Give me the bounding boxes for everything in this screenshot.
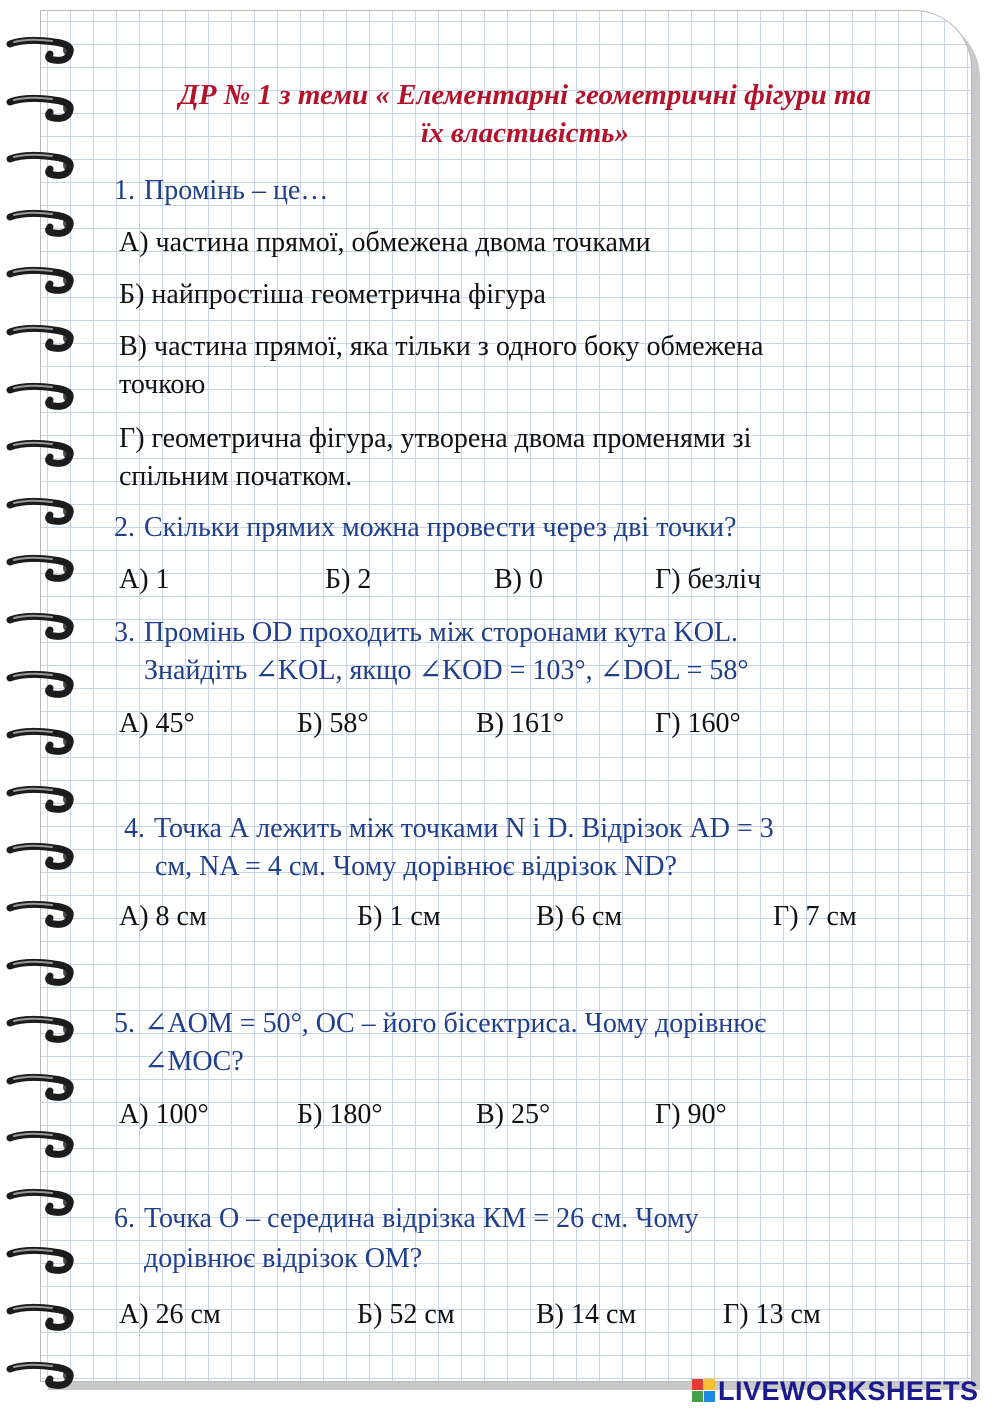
notebook-page: [40, 10, 972, 1382]
q2-option-a[interactable]: А) 1: [119, 564, 170, 595]
title-line-1: ДР № 1 з теми « Елементарні геометричні фігури та: [178, 79, 872, 111]
spiral-ring: [6, 318, 78, 358]
question-number: 2.: [114, 512, 135, 543]
logo-text: LIVEWORKSHEETS: [718, 1375, 979, 1406]
spiral-ring: [6, 1240, 78, 1280]
question-number: 3.: [114, 617, 135, 648]
q6-option-b[interactable]: Б) 52 см: [357, 1299, 455, 1330]
q5-option-c[interactable]: В) 25°: [476, 1099, 551, 1130]
question-number: 5.: [114, 1008, 135, 1039]
spiral-ring: [6, 836, 78, 876]
spiral-ring: [6, 376, 78, 416]
q5-option-a[interactable]: А) 100°: [119, 1099, 209, 1130]
spiral-ring: [6, 721, 78, 761]
q1-option-a[interactable]: А) частина прямої, обмежена двома точками: [119, 227, 651, 258]
spiral-ring: [6, 779, 78, 819]
spiral-ring: [6, 1355, 78, 1395]
q1-option-b[interactable]: Б) найпростіша геометрична фігура: [119, 279, 546, 310]
q6-option-a[interactable]: А) 26 см: [119, 1299, 221, 1330]
q6-option-c[interactable]: В) 14 см: [536, 1299, 637, 1330]
q3-option-d[interactable]: Г) 160°: [655, 708, 741, 739]
q5-option-b[interactable]: Б) 180°: [297, 1099, 383, 1130]
q2-option-d[interactable]: Г) безліч: [655, 564, 762, 595]
spiral-ring: [6, 1182, 78, 1222]
q1-option-c[interactable]: В) частина прямої, яка тільки з одного боку обмежена: [119, 331, 764, 362]
question-6-cont: дорівнює відрізок ОМ?: [144, 1243, 423, 1274]
question-2: [114, 509, 736, 547]
spiral-ring: [6, 260, 78, 300]
spiral-ring: [6, 433, 78, 473]
question-4: [124, 810, 774, 848]
q1-option-d[interactable]: Г) геометрична фігура, утворена двома променями зі: [119, 423, 752, 454]
question-text: Скільки прямих можна провести через дві точки?: [144, 512, 737, 543]
spiral-ring: [6, 894, 78, 934]
spiral-ring: [6, 952, 78, 992]
question-text: Точка А лежить між точками N і D. Відрізок AD = 3: [154, 813, 774, 844]
q2-option-c[interactable]: В) 0: [494, 564, 543, 595]
q2-option-b[interactable]: Б) 2: [325, 564, 372, 595]
q4-option-a[interactable]: А) 8 см: [119, 901, 207, 932]
q4-option-d[interactable]: Г) 7 см: [773, 901, 857, 932]
spiral-ring: [6, 203, 78, 243]
q1-option-d-cont[interactable]: спільним початком.: [119, 461, 353, 492]
spiral-ring: [6, 548, 78, 588]
q4-option-c[interactable]: В) 6 см: [536, 901, 623, 932]
question-text: Промінь OD проходить між сторонами кута KOL.: [144, 617, 739, 648]
q3-option-a[interactable]: А) 45°: [119, 708, 195, 739]
spiral-ring: [6, 1124, 78, 1164]
worksheet-title: [100, 76, 950, 152]
liveworksheets-logo-icon: [692, 1379, 716, 1403]
spiral-ring: [6, 1009, 78, 1049]
question-4-cont: см, NA = 4 см. Чому дорівнює відрізок ND?: [155, 851, 677, 882]
question-number: 4.: [124, 813, 145, 844]
question-number: 6.: [114, 1203, 135, 1234]
question-number: 1.: [114, 175, 135, 206]
question-text: ∠AOM = 50°, OC – його бісектриса. Чому дорівнює: [144, 1008, 767, 1039]
q3-option-b[interactable]: Б) 58°: [297, 708, 369, 739]
spiral-ring: [6, 606, 78, 646]
question-5-cont: ∠MOC?: [144, 1046, 244, 1077]
spiral-ring: [6, 664, 78, 704]
spiral-ring: [6, 491, 78, 531]
question-text: Промінь – це…: [144, 175, 329, 206]
spiral-ring: [6, 30, 78, 70]
question-6: [114, 1200, 699, 1238]
question-3-cont: Знайдіть ∠KOL, якщо ∠KOD = 103°, ∠DOL = 58°: [144, 655, 749, 686]
spiral-binding: [0, 0, 80, 1414]
q4-option-b[interactable]: Б) 1 см: [357, 901, 441, 932]
q3-option-c[interactable]: В) 161°: [476, 708, 565, 739]
question-5: [114, 1005, 766, 1043]
question-3: [114, 614, 738, 652]
question-text: Точка О – середина відрізка КМ = 26 см. Чому: [144, 1203, 699, 1234]
liveworksheets-logo[interactable]: [692, 1376, 979, 1406]
title-line-2: їх властивість»: [421, 117, 629, 149]
spiral-ring: [6, 1067, 78, 1107]
spiral-ring: [6, 88, 78, 128]
q6-option-d[interactable]: Г) 13 см: [723, 1299, 821, 1330]
q5-option-d[interactable]: Г) 90°: [655, 1099, 727, 1130]
spiral-ring: [6, 145, 78, 185]
question-1: [114, 172, 328, 210]
q1-option-c-cont[interactable]: точкою: [119, 369, 206, 400]
spiral-ring: [6, 1297, 78, 1337]
